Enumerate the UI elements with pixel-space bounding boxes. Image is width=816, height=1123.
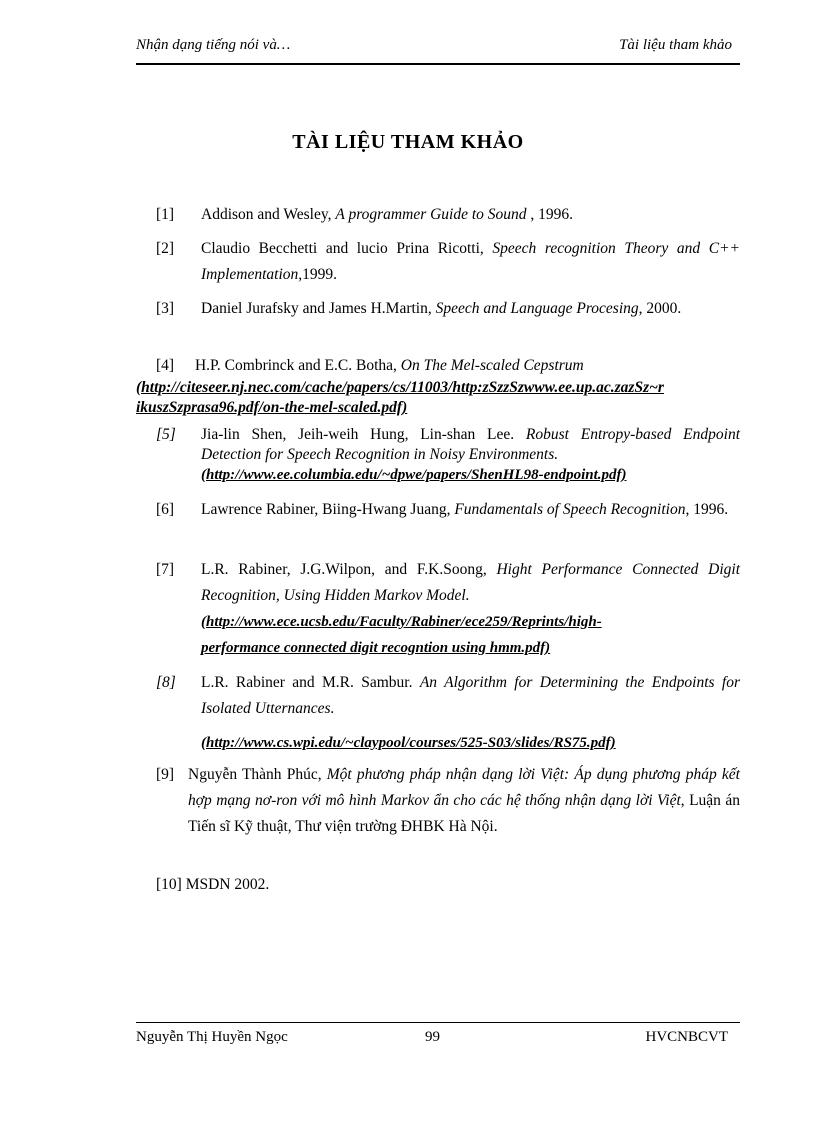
page-footer (136, 1022, 740, 1053)
reference-title: On The Mel-scaled Cepstrum (400, 357, 584, 374)
reference-title: Một phương pháp nhận dạng lời Việt: Áp dụng phương pháp kết hợp mạng nơ-ron với mô hình Markov ẩn cho các hệ thống nhận dạng lời Việt (188, 766, 740, 809)
reference-author: Nguyễn Thành Phúc, (188, 766, 327, 783)
reference-title: Robust Entropy-based Endpoint Detection for Speech Recognition in Noisy Environments. (201, 426, 740, 463)
reference-7 (156, 557, 740, 661)
footer-organization: HVCNBCVT (645, 1029, 728, 1045)
reference-detail: , 1996. (530, 206, 574, 223)
reference-3 (156, 296, 740, 348)
reference-title: An Algorithm for Determining the Endpoints for Isolated Utternances. (201, 674, 740, 717)
reference-number: [9] (156, 766, 175, 783)
reference-author: Claudio Becchetti and lucio Prina Ricotti, (201, 240, 493, 257)
reference-detail: 1999. (302, 266, 338, 283)
reference-detail: , Luận án Tiến sĩ Kỹ thuật, Thư viện trường ĐHBK Hà Nội. (188, 792, 740, 835)
footer-author: Nguyễn Thị Huyền Ngọc (136, 1029, 288, 1045)
reference-detail: 1996. (689, 501, 729, 518)
reference-number: [1] (156, 206, 175, 223)
page-number: 99 (425, 1029, 440, 1045)
header-right-text: Tài liệu tham khảo (619, 37, 732, 53)
reference-8 (156, 670, 740, 754)
reference-author: Jia-lin Shen, Jeih-weih Hung, Lin-shan Lee. (201, 426, 526, 443)
reference-10 (156, 876, 269, 894)
reference-link-continued[interactable]: performance connected digit recogntion using hmm.pdf) (201, 640, 551, 656)
reference-author: Addison and Wesley, (201, 206, 336, 223)
reference-1 (156, 202, 740, 228)
reference-author: Lawrence Rabiner, Biing-Hwang Juang, (201, 501, 455, 518)
reference-number: [10] (156, 876, 182, 893)
reference-title: Speech recognition Theory and C++ Implementation, (201, 240, 740, 283)
reference-detail: , 2000. (638, 300, 682, 317)
reference-5 (156, 425, 740, 489)
reference-number: [2] (156, 240, 175, 257)
reference-number: [7] (156, 561, 175, 578)
reference-link[interactable]: (http://www.ece.ucsb.edu/Faculty/Rabiner/ece259/Reprints/high- (201, 614, 602, 630)
reference-number: [6] (156, 501, 175, 518)
reference-link-continued[interactable]: ikuszSzprasa96.pdf/on-the-mel-scaled.pdf) (136, 399, 408, 416)
header-left-text: Nhận dạng tiếng nói và… (136, 37, 291, 53)
reference-author: L.R. Rabiner, J.G.Wilpon, and F.K.Soong, (201, 561, 497, 578)
reference-2 (156, 236, 740, 288)
reference-number: [5] (156, 426, 176, 443)
reference-link[interactable]: (http://www.ee.columbia.edu/~dpwe/papers/ShenHL98-endpoint.pdf) (201, 467, 627, 483)
reference-title: Hight Performance Connected Digit Recognition, Using Hidden Markov Model. (201, 561, 741, 604)
reference-title: Speech and Language Procesing (435, 300, 639, 317)
page-header (136, 37, 740, 65)
reference-text: MSDN 2002. (185, 876, 270, 893)
reference-author: L.R. Rabiner and M.R. Sambur. (201, 674, 420, 691)
reference-link[interactable]: (http://www.cs.wpi.edu/~claypool/courses/525-S03/slides/RS75.pdf) (201, 735, 616, 751)
reference-title: A programmer Guide to Sound (335, 206, 531, 223)
reference-6 (156, 497, 740, 549)
page-title: TÀI LIỆU THAM KHẢO (292, 131, 524, 153)
reference-author: Daniel Jurafsky and James H.Martin, (201, 300, 436, 317)
reference-9 (156, 762, 740, 866)
reference-number: [8] (156, 674, 176, 691)
reference-title: Fundamentals of Speech Recognition, (454, 501, 690, 518)
reference-number: [3] (156, 300, 175, 317)
reference-number: [4] (156, 357, 175, 374)
reference-link[interactable]: (http://citeseer.nj.nec.com/cache/papers/cs/11003/http:zSzzSzwww.ee.up.ac.zazSz~r (136, 379, 664, 396)
reference-author: H.P. Combrinck and E.C. Botha, (194, 357, 401, 374)
